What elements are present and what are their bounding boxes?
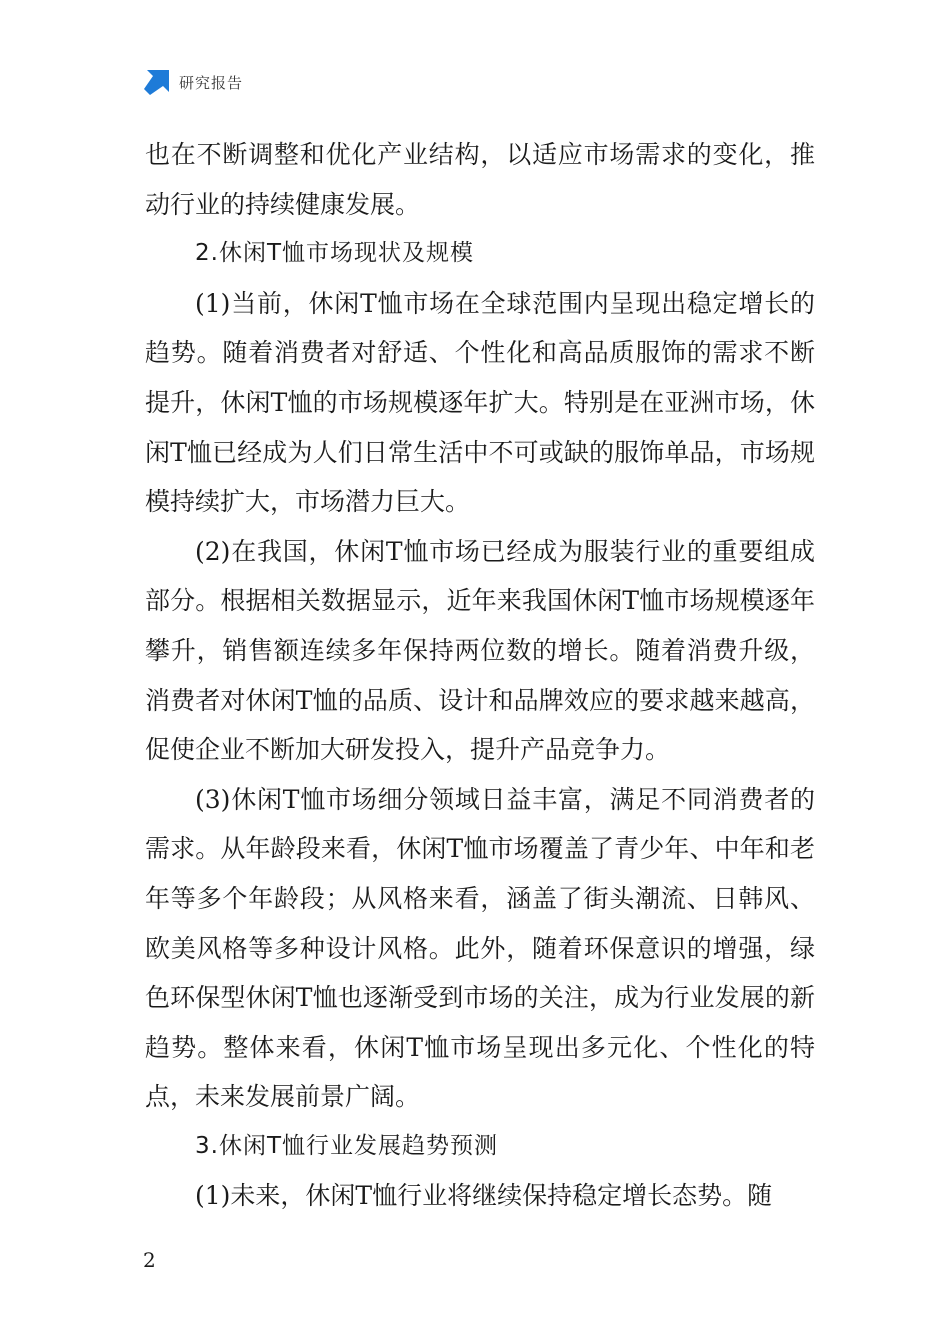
- report-header: [143, 68, 243, 96]
- arrow-up-right-icon: [143, 68, 171, 96]
- section-heading-2: 2.休闲T恤市场现状及规模: [195, 240, 474, 267]
- paragraph-2-1: (1)当前，休闲T恤市场在全球范围内呈现出稳定增长的趋势。随着消费者对舒适、个性化和高品质服饰的需求不断提升，休闲T恤的市场规模逐年扩大。特别是在亚洲市场，休闲T恤已经成为人们日常生活中不可或缺的服饰单品，市场规模持续扩大，市场潜力巨大。: [145, 288, 815, 517]
- header-title: 研究报告: [179, 73, 244, 92]
- paragraph-continuation: 也在不断调整和优化产业结构，以适应市场需求的变化，推动行业的持续健康发展。: [145, 140, 815, 219]
- section-heading-3: 3.休闲T恤行业发展趋势预测: [195, 1132, 498, 1159]
- page-number: 2: [143, 1248, 156, 1272]
- paragraph-2-3: (3)休闲T恤市场细分领域日益丰富，满足不同消费者的需求。从年龄段来看，休闲T恤市场覆盖了青少年、中年和老年等多个年龄段；从风格来看，涵盖了街头潮流、日韩风、欧美风格等多种设计风格。此外，随着环保意识的增强，绿色环保型休闲T恤也逐渐受到市场的关注，成为行业发展的新趋势。整体来看，休闲T恤市场呈现出多元化、个性化的特点，未来发展前景广阔。: [145, 784, 815, 1112]
- document-body: [145, 130, 815, 1221]
- paragraph-3-1: (1)未来，休闲T恤行业将继续保持稳定增长态势。随: [195, 1181, 773, 1211]
- paragraph-2-2: (2)在我国，休闲T恤市场已经成为服装行业的重要组成部分。根据相关数据显示，近年来我国休闲T恤市场规模逐年攀升，销售额连续多年保持两位数的增长。随着消费升级，消费者对休闲T恤的品质、设计和品牌效应的要求越来越高，促使企业不断加大研发投入，提升产品竞争力。: [145, 536, 815, 765]
